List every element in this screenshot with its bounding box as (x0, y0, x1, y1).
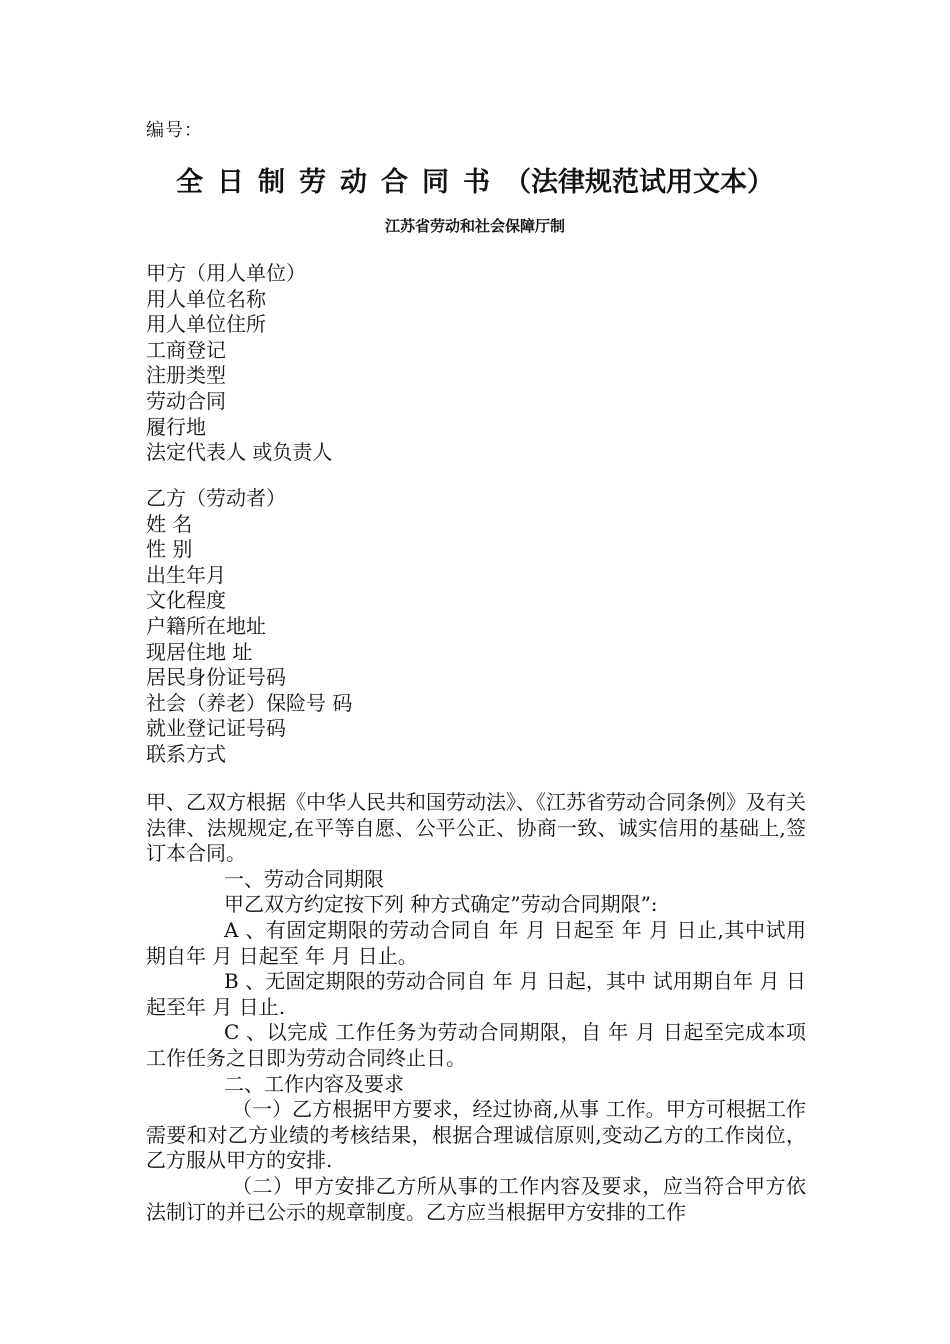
party-a-field: 用人单位名称 (146, 286, 266, 311)
party-a-field: 劳动合同 (146, 388, 226, 413)
party-b-field: 社会（养老）保险号 码 (146, 690, 353, 715)
party-a-field: 法定代表人 或负责人 (146, 440, 333, 465)
party-b-section (146, 486, 806, 768)
party-a-field: 用人单位住所 (146, 312, 266, 337)
issuer-line: 江苏省劳动和社会保障厅制 (384, 217, 565, 235)
party-a-field: 履行地 (146, 414, 206, 439)
section-1-heading: 一、劳动合同期限 (224, 866, 384, 891)
party-a-field: 注册类型 (146, 363, 226, 388)
section-1-option-a: A 、有固定期限的劳动合同自 年 月 日起至 年 月 日止,其中试用期自年 月 日起至 年 月 日止。 (146, 917, 806, 968)
section-1-intro: 甲乙双方约定按下列 种方式确定”劳动合同期限”: (224, 892, 658, 917)
party-a-field: 工商登记 (146, 337, 226, 362)
party-b-field: 联系方式 (146, 741, 226, 766)
party-a-heading: 甲方（用人单位） (146, 261, 306, 285)
section-2-heading: 二、工作内容及要求 (224, 1071, 404, 1096)
party-b-field: 出生年月 (146, 562, 226, 587)
document-number-label: 编号： (146, 120, 203, 141)
party-b-field: 姓 名 (146, 511, 193, 536)
party-b-heading: 乙方（劳动者） (146, 486, 286, 510)
party-b-field: 性 别 (146, 537, 193, 562)
section-1-option-b: B 、无固定期限的劳动合同自 年 月 日起，其中 试用期自年 月 日起至年 月 日止. (146, 969, 806, 1019)
party-a-section (146, 261, 806, 466)
preamble-paragraph: 甲、乙双方根据《中华人民共和国劳动法》、《江苏省劳动合同条例》及有关法律、法规规定,在平等自愿、公平公正、协商一致、诚实信用的基础上,签订本合同。 (146, 790, 806, 866)
party-b-field: 现居住地 址 (146, 639, 253, 664)
title-main: 全日制劳动合同书 (176, 167, 504, 198)
party-b-field: 文化程度 (146, 588, 226, 613)
contract-body (146, 790, 806, 1225)
party-b-field: 居民身份证号码 (146, 665, 286, 690)
party-b-field: 就业登记证号码 (146, 716, 286, 741)
section-1-option-c: C 、以完成 工作任务为劳动合同期限，自 年 月 日起至完成本项工作任务之日即为劳动合同终止日。 (146, 1020, 806, 1070)
section-2-clause-2: （二）甲方安排乙方所从事的工作内容及要求，应当符合甲方依法制订的并已公示的规章制度。乙方应当根据甲方安排的工作 (146, 1173, 806, 1224)
document-title (0, 160, 950, 199)
section-2-clause-1: （一）乙方根据甲方要求，经过协商,从事 工作。甲方可根据工作需要和对乙方业绩的考核结果，根据合理诚信原则,变动乙方的工作岗位，乙方服从甲方的安排. (146, 1097, 806, 1173)
party-b-field: 户籍所在地址 (146, 613, 266, 638)
title-suffix: （法律规范试用文本） (504, 167, 774, 198)
